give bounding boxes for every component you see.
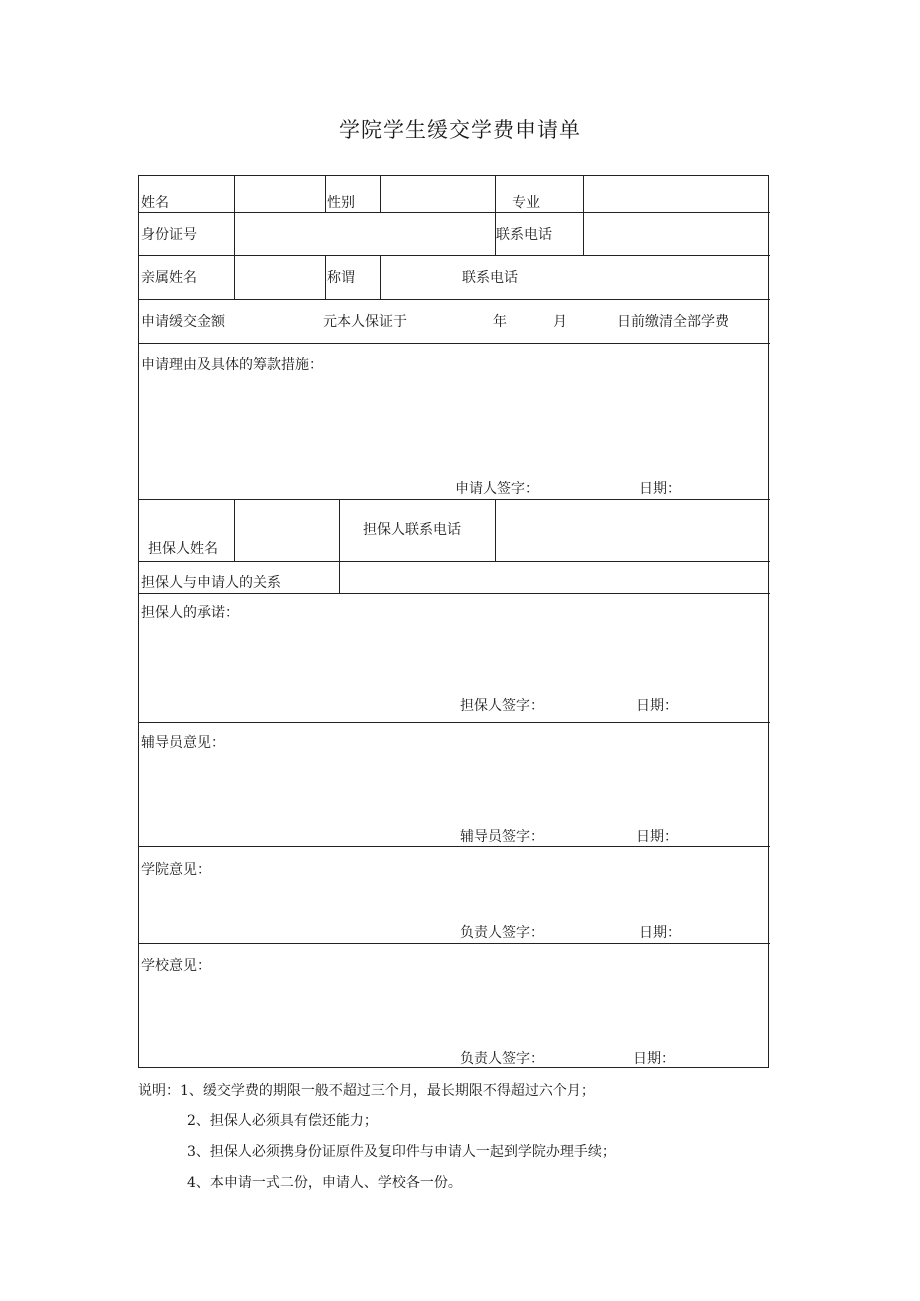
amount-field[interactable] xyxy=(239,300,319,342)
form-table xyxy=(138,175,769,1068)
gender-field[interactable] xyxy=(381,177,494,211)
row-divider xyxy=(139,343,770,344)
school-date-label: 日期： xyxy=(633,1051,675,1067)
college-date-label: 日期： xyxy=(639,925,681,941)
relative-phone-label: 联系电话 xyxy=(462,270,518,286)
name-field[interactable] xyxy=(235,177,324,211)
phone-label: 联系电话 xyxy=(496,227,552,243)
page-title: 学院学生缓交学费申请单 xyxy=(339,118,581,142)
relation-field[interactable] xyxy=(381,256,461,298)
guarantor-name-field[interactable] xyxy=(235,500,338,560)
row-divider xyxy=(139,722,770,723)
col-divider xyxy=(325,176,326,212)
guarantor-relation-label: 担保人与申请人的关系 xyxy=(141,575,281,591)
college-opinion-field[interactable] xyxy=(141,881,767,921)
note-line: 说明：1、缓交学费的期限一般不超过三个月，最长期限不得超过六个月； xyxy=(138,1083,595,1099)
school-opinion-label: 学校意见： xyxy=(141,958,211,974)
applicant-date-label: 日期： xyxy=(639,481,681,497)
name-label: 姓名 xyxy=(141,195,169,211)
relative-phone-field[interactable] xyxy=(529,256,768,298)
relative-name-field[interactable] xyxy=(235,256,324,298)
major-label: 专业 xyxy=(512,195,540,211)
reason-label: 申请理由及具体的筹款措施： xyxy=(141,357,323,373)
counselor-sign-label: 辅导员签字： xyxy=(460,829,544,845)
college-opinion-label: 学院意见： xyxy=(141,862,211,878)
applicant-sign-label: 申请人签字： xyxy=(455,481,539,497)
row-divider xyxy=(139,846,770,847)
major-field[interactable] xyxy=(584,177,768,211)
counselor-opinion-label: 辅导员意见： xyxy=(141,735,225,751)
payoff-text: 日前缴清全部学费 xyxy=(617,314,729,330)
year-label: 年 xyxy=(493,314,507,330)
phone-field[interactable] xyxy=(584,213,768,254)
college-sign-label: 负责人签字： xyxy=(460,925,544,941)
col-divider xyxy=(325,255,326,299)
id-number-field[interactable] xyxy=(235,213,494,254)
school-sign-label: 负责人签字： xyxy=(460,1051,544,1067)
relative-name-label: 亲属姓名 xyxy=(141,270,197,286)
row-divider xyxy=(139,943,770,944)
id-number-label: 身份证号 xyxy=(141,227,197,243)
guarantor-sign-label: 担保人签字： xyxy=(460,698,544,714)
commitment-label: 担保人的承诺： xyxy=(141,605,239,621)
note-line: 3、担保人必须携身份证原件及复印件与申请人一起到学院办理手续； xyxy=(187,1144,616,1160)
promise-text: 元本人保证于 xyxy=(323,314,407,330)
amount-label: 申请缓交金额 xyxy=(141,314,225,330)
reason-field[interactable] xyxy=(141,376,767,476)
guarantor-name-label: 担保人姓名 xyxy=(148,541,218,557)
guarantor-phone-field[interactable] xyxy=(496,500,768,560)
note-line: 4、本申请一式二份，申请人、学校各一份。 xyxy=(187,1175,462,1191)
col-divider xyxy=(339,499,340,561)
row-divider xyxy=(139,593,770,594)
counselor-opinion-field[interactable] xyxy=(141,754,767,824)
guarantor-phone-label: 担保人联系电话 xyxy=(363,522,461,538)
guarantor-relation-field[interactable] xyxy=(340,562,768,592)
month-label: 月 xyxy=(553,314,567,330)
note-line: 2、担保人必须具有偿还能力； xyxy=(187,1113,378,1129)
counselor-date-label: 日期： xyxy=(636,829,678,845)
gender-label: 性别 xyxy=(327,195,355,211)
guarantor-date-label: 日期： xyxy=(636,698,678,714)
relation-label: 称谓 xyxy=(327,270,355,286)
school-opinion-field[interactable] xyxy=(141,977,767,1047)
col-divider xyxy=(495,176,496,212)
row-divider xyxy=(139,299,770,300)
commitment-field[interactable] xyxy=(141,624,767,694)
